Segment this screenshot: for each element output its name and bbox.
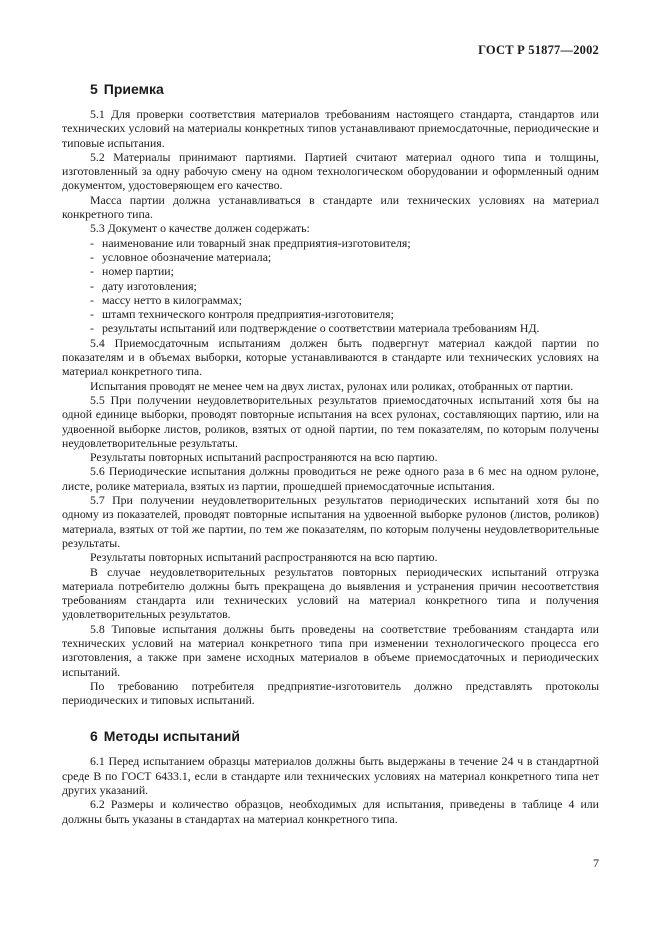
document-header: ГОСТ Р 51877—2002 [478, 43, 599, 57]
paragraph-5-2-mass: Масса партии должна устанавливаться в стандарте или технических условиях на материал конкретного типа. [62, 192, 599, 222]
list-item: - результаты испытаний или подтверждение о соответствии материала требованиям НД. [90, 321, 599, 335]
paragraph-6-2: 6.2 Размеры и количество образцов, необходимых для испытания, приведены в таблице 4 или должны быть указаны в стандартах на материал конкретного типа. [62, 797, 599, 826]
paragraph-5-7-results: Результаты повторных испытаний распространяются на всю партию. [90, 550, 438, 565]
paragraph-5-3: 5.3 Документ о качестве должен содержать: [90, 221, 310, 236]
paragraph-5-5: 5.5 При получении неудовлетворительных результатов приемосдаточных испытаний хотя бы на одной единице выборки, проводят повторные испытания на всех рулонах, составляющих партию, или на удвоенной выборке листов, роликов, взятых от одной партии, по тем показателям, по которым получены неудовлетворительные результаты. [62, 392, 599, 450]
section-spacer [62, 707, 599, 727]
section-6-heading [90, 727, 599, 745]
paragraph-5-2: 5.2 Материалы принимают партиями. Партией считают материал одного типа и толщины, изготовленный за одну рабочую смену на одном технологическом оборудовании и оформленный одним документом, удостоверяющем его качество. [62, 149, 599, 193]
section-5-heading [90, 80, 599, 98]
paragraph-6-1: 6.1 Перед испытанием образцы материалов должны быть выдержаны в течение 24 ч в стандартной среде В по ГОСТ 6433.1, если в стандарте или технических условиях на материал конкретного типа нет других указаний. [62, 754, 599, 798]
paragraph-5-1: 5.1 Для проверки соответствия материалов требованиям настоящего стандарта, стандартов или технических условий на материалы конкретных типов устанавливают приемосдаточные, периодические и типовые испытания. [62, 107, 599, 150]
page-number: 7 [593, 856, 599, 870]
list-item: - массу нетто в килограммах; [90, 293, 599, 307]
page-content [62, 80, 599, 826]
paragraph-5-8-protocols: По требованию потребителя предприятие-изготовитель должно представлять протоколы периодических и типовых испытаний. [62, 678, 599, 708]
list-item: - дату изготовления; [90, 279, 599, 293]
paragraph-5-6: 5.6 Периодические испытания должны проводиться не реже одного раза в 6 мес на одном рулоне, листе, ролике материала, взятых из партии, прошедшей приемосдаточные испытания. [62, 464, 599, 493]
paragraph-5-8: 5.8 Типовые испытания должны быть проведены на соответствие требованиям стандарта или технических условий на материал конкретного типа при изменении технологического процесса его изготовления, а также при замене исходных материалов в объеме приемосдаточных и периодических испытаний. [62, 621, 599, 679]
paragraph-5-4-sampling: Испытания проводят не менее чем на двух листах, рулонах или роликах, отобранных от партии. [90, 378, 574, 393]
list-item: - штамп технического контроля предприятия-изготовителя; [90, 307, 599, 321]
list-item: - номер партии; [90, 264, 599, 278]
quality-document-list [62, 236, 599, 336]
section-6-number: 6 [90, 728, 98, 745]
section-5-number: 5 [90, 81, 98, 97]
list-item: - наименование или товарный знак предприятия-изготовителя; [90, 236, 599, 250]
section-6-title: Методы испытаний [103, 728, 240, 745]
section-5-title: Приемка [103, 81, 164, 97]
list-item: - условное обозначение материала; [90, 250, 599, 264]
paragraph-5-7-shipment: В случае неудовлетворительных результатов повторных периодических испытаний отгрузка материала потребителю должны быть прекращена до выявления и устранения причин несоответствия требованиям стандарта или технических условий на материал конкретного типа и получения удовлетворительных результатов. [62, 564, 599, 622]
paragraph-5-4: 5.4 Приемосдаточным испытаниям должен быть подвергнут материал каждой партии по показателям и в объемах выборки, которые устанавливаются в стандарте или технических условиях на материал конкретного типа. [62, 335, 599, 379]
paragraph-5-5-results: Результаты повторных испытаний распространяются на всю партию. [90, 450, 438, 465]
paragraph-5-7: 5.7 При получении неудовлетворительных результатов периодических испытаний хотя бы по одному из показателей, проводят повторные испытания на удвоенной выборке рулонов (листов, роликов) материала, взятых от той же партии, по тем же показателям, по которым получены неудовлетворительные результаты. [62, 493, 599, 550]
